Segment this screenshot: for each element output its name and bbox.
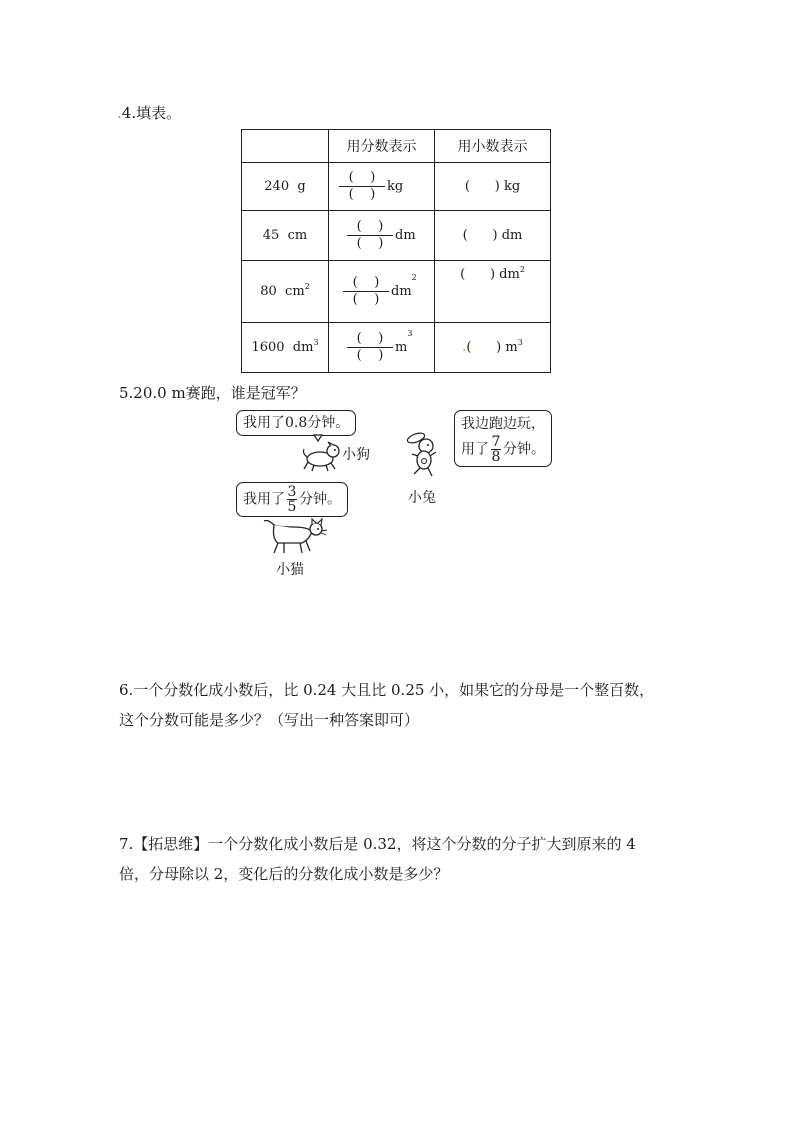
cat-icon xyxy=(262,517,328,555)
rabbit-bubble-line2: 用了 $\frac{7}{8}$ 分钟。 xyxy=(461,434,545,465)
measure-cell: 80 $cm^2$ xyxy=(242,261,329,323)
table-row xyxy=(242,261,551,323)
decimal-blank[interactable]: ( ) xyxy=(462,228,498,243)
fraction-cell: $\frac{( )}{( )}$ kg xyxy=(329,163,435,211)
conversion-table xyxy=(241,129,551,373)
cat-fraction: $\frac{3}{5}$ xyxy=(287,484,297,515)
dog-icon xyxy=(298,435,348,475)
rabbit-bubble-line1: 我边跑边玩， xyxy=(461,416,545,432)
fraction-blank[interactable]: $\frac{( )}{( )}$ xyxy=(347,331,393,364)
cat-speech-bubble: 我用了 $\frac{3}{5}$ 分钟。 xyxy=(236,482,348,517)
rabbit-fraction: $\frac{7}{8}$ xyxy=(491,434,501,465)
header-decimal: 用小数表示 xyxy=(435,130,551,163)
table-header-row xyxy=(242,130,551,163)
q7-text xyxy=(119,829,636,889)
rabbit-name: 小兔 xyxy=(408,490,436,506)
q6-text xyxy=(119,675,654,735)
measure-cell: 1600 $dm^3$ xyxy=(242,323,329,373)
decimal-blank[interactable]: ( ) xyxy=(460,267,496,282)
q4-heading: .4.填表。 xyxy=(117,104,182,122)
q5-text: 5.20.0 m赛跑，谁是冠军？ xyxy=(119,384,306,402)
fraction-cell: $\frac{( )}{( )}$ dm xyxy=(329,211,435,261)
q7-line2: 倍，分母除以 2，变化后的分数化成小数是多少？ xyxy=(119,865,449,883)
q7-line1: 7.【拓思维】一个分数化成小数后是 0.32，将这个分数的分子扩大到原来的 4 xyxy=(119,835,636,853)
rabbit-icon xyxy=(404,430,442,480)
measure-cell: 240 g xyxy=(242,163,329,211)
decimal-cell: ( ) kg xyxy=(435,163,551,211)
decimal-cell: ( ) dm xyxy=(435,211,551,261)
fraction-blank[interactable]: $\frac{( )}{( )}$ xyxy=(347,219,393,252)
table-row xyxy=(242,211,551,261)
q4-title: 填表。 xyxy=(136,104,182,122)
decimal-blank[interactable]: ( ) xyxy=(464,179,500,194)
fraction-blank[interactable]: $\frac{( )}{( )}$ xyxy=(343,275,389,308)
q6-line1: 6.一个分数化成小数后，比 0.24 大且比 0.25 小，如果它的分母是一个整百数， xyxy=(119,681,655,699)
fraction-cell: $\frac{( )}{( )}$ $m^3$ xyxy=(329,323,435,373)
fraction-blank[interactable]: $\frac{( )}{( )}$ xyxy=(339,170,385,203)
decimal-cell: ( ) $dm^2$ xyxy=(435,261,551,323)
decimal-cell: .( ) $m^3$ xyxy=(435,323,551,373)
cat-name: 小猫 xyxy=(276,562,304,578)
dog-name: 小狗 xyxy=(342,447,370,463)
decimal-blank[interactable]: ( ) xyxy=(466,340,502,355)
rabbit-speech-bubble xyxy=(454,410,552,467)
header-fraction: 用分数表示 xyxy=(329,130,435,163)
header-empty xyxy=(242,130,329,163)
table-row xyxy=(242,323,551,373)
q4-number: 4. xyxy=(121,104,137,122)
table-row xyxy=(242,163,551,211)
fraction-cell: $\frac{( )}{( )}$ $dm^2$ xyxy=(329,261,435,323)
q6-line2: 这个分数可能是多少？（写出一种答案即可） xyxy=(119,711,420,729)
measure-cell: 45 cm xyxy=(242,211,329,261)
dog-speech-bubble: 我用了0.8分钟。 xyxy=(236,410,356,436)
